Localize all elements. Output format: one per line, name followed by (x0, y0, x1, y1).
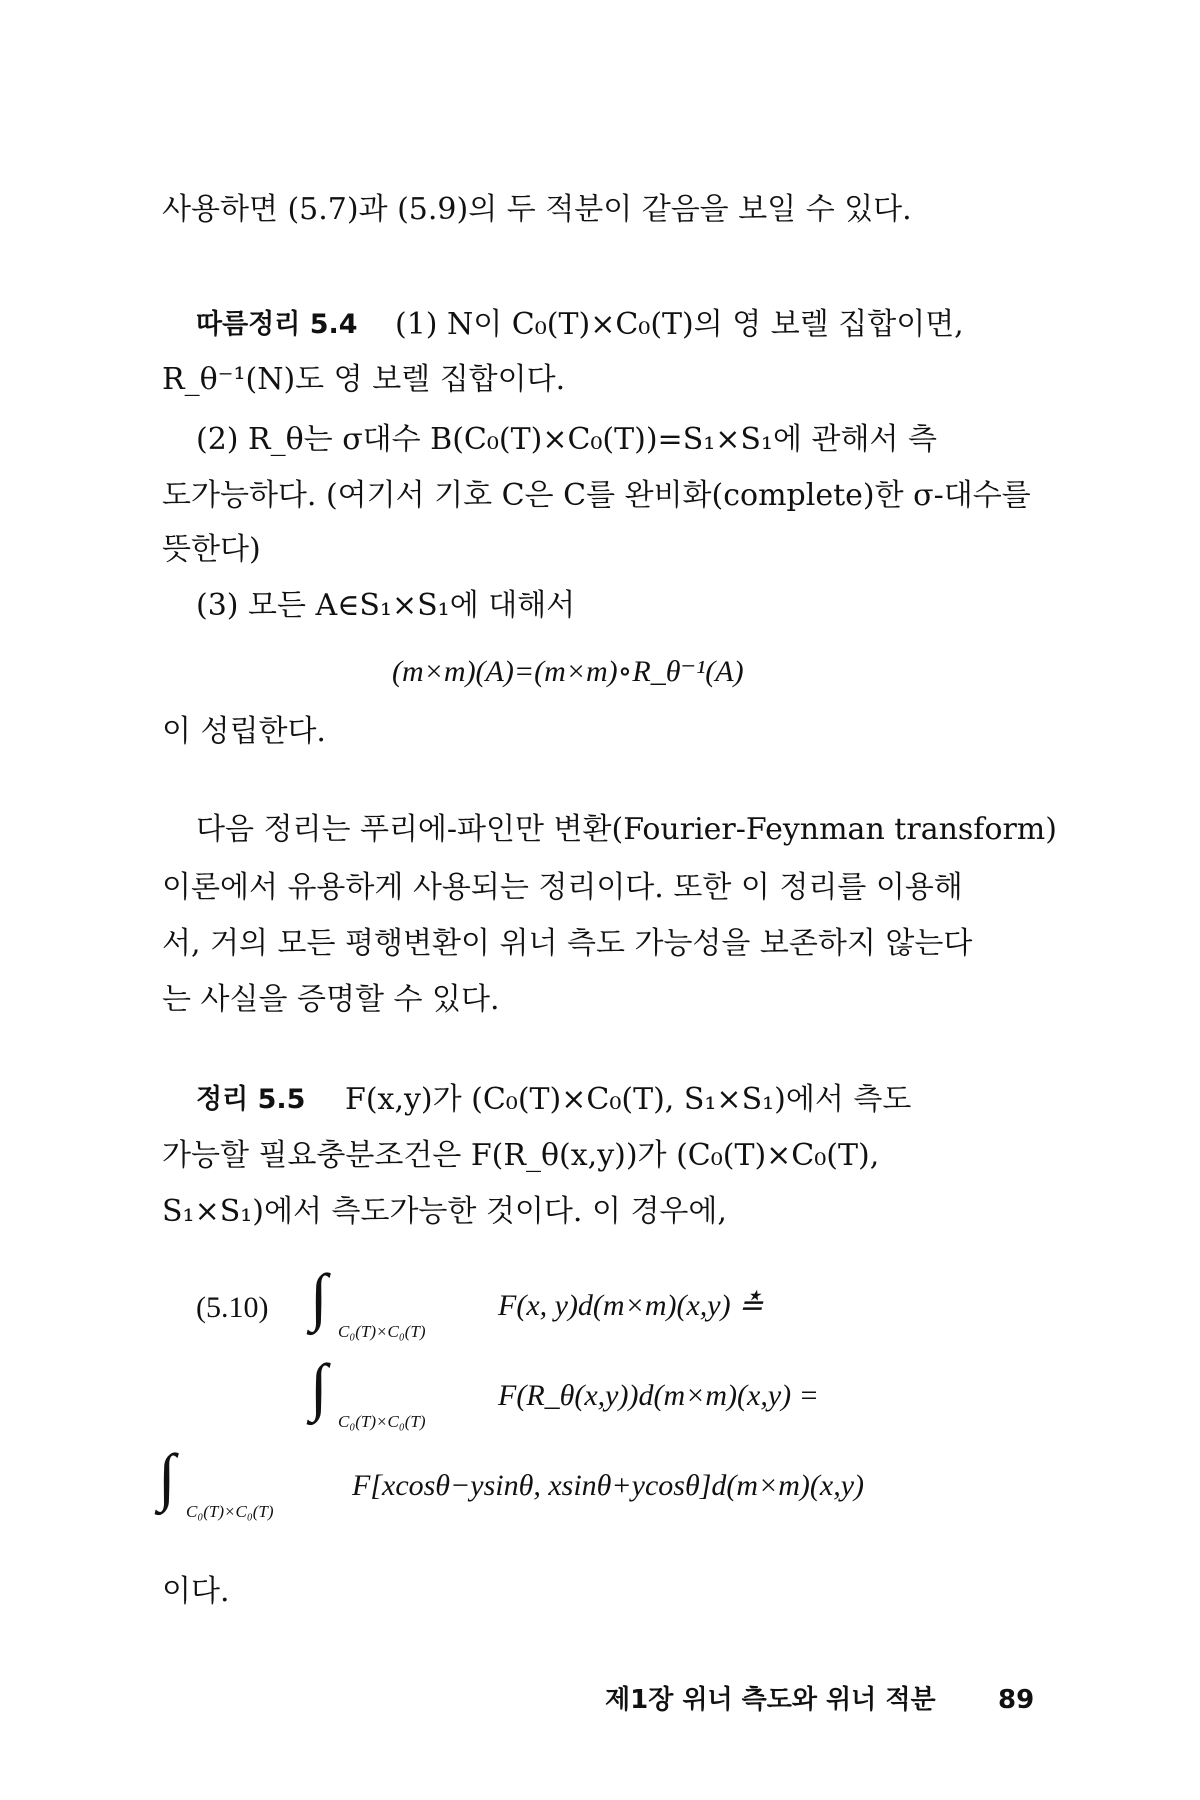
paragraph-line: 이론에서 유용하게 사용되는 정리이다. 또한 이 정리를 이용해 (162, 870, 963, 905)
equation-line: F(x, y)d(m×m)(x,y) ≛ (498, 1289, 764, 1322)
theorem-line: S₁×S₁)에서 측도가능한 것이다. 이 경우에, (162, 1194, 727, 1229)
paragraph-line: 이 성립한다. (162, 714, 326, 749)
corollary-item-2-cont: 뜻한다) (162, 532, 261, 567)
corollary-item-3: (3) 모든 A∈S₁×S₁에 대해서 (196, 588, 576, 623)
paragraph-line: 이다. (162, 1574, 230, 1609)
integral-subscript: C₀(T)×C₀(T) (338, 1412, 426, 1431)
display-equation: (m×m)(A)=(m×m)∘R_θ⁻¹(A) (392, 655, 744, 688)
equation-line: F(R_θ(x,y))d(m×m)(x,y) = (498, 1379, 819, 1412)
paragraph-line: 서, 거의 모든 평행변환이 위너 측도 가능성을 보존하지 않는다 (162, 926, 973, 961)
integral-sign: ∫ (158, 1441, 176, 1512)
paragraph-line: 는 사실을 증명할 수 있다. (162, 982, 500, 1017)
integral-sign: ∫ (310, 1261, 328, 1332)
running-footer: 제1장 위너 측도와 위너 적분 (605, 1685, 936, 1715)
theorem-line: F(x,y)가 (C₀(T)×C₀(T), S₁×S₁)에서 측도 (345, 1082, 912, 1117)
equation-number: (5.10) (196, 1291, 269, 1324)
corollary-item-1: (1) N이 C₀(T)×C₀(T)의 영 보렐 집합이면, (395, 307, 964, 342)
theorem-line: 가능할 필요충분조건은 F(R_θ(x,y))가 (C₀(T)×C₀(T), (162, 1138, 880, 1173)
paragraph-line: 다음 정리는 푸리에-파인만 변환(Fourier-Feynman transform) (196, 812, 1057, 847)
integral-subscript: C₀(T)×C₀(T) (186, 1502, 274, 1521)
equation-line: F[xcosθ−ysinθ, xsinθ+ycosθ]d(m×m)(x,y) (352, 1469, 865, 1502)
page-number: 89 (998, 1685, 1035, 1715)
integral-subscript: C₀(T)×C₀(T) (338, 1322, 426, 1341)
corollary-item-2: (2) R_θ는 σ대수 B(C₀(T)×C₀(T))=S₁×S₁에 관해서 측 (196, 422, 937, 457)
corollary-label: 따름정리 5.4 (196, 309, 358, 340)
corollary-item-1-cont: R_θ⁻¹(N)도 영 보렐 집합이다. (162, 362, 566, 397)
theorem-label: 정리 5.5 (196, 1084, 306, 1115)
corollary-item-2-cont: 도가능하다. (여기서 기호 C은 C를 완비화(complete)한 σ-대수를 (162, 478, 1031, 513)
integral-sign: ∫ (310, 1351, 328, 1422)
paragraph-line: 사용하면 (5.7)과 (5.9)의 두 적분이 같음을 보일 수 있다. (162, 192, 912, 227)
